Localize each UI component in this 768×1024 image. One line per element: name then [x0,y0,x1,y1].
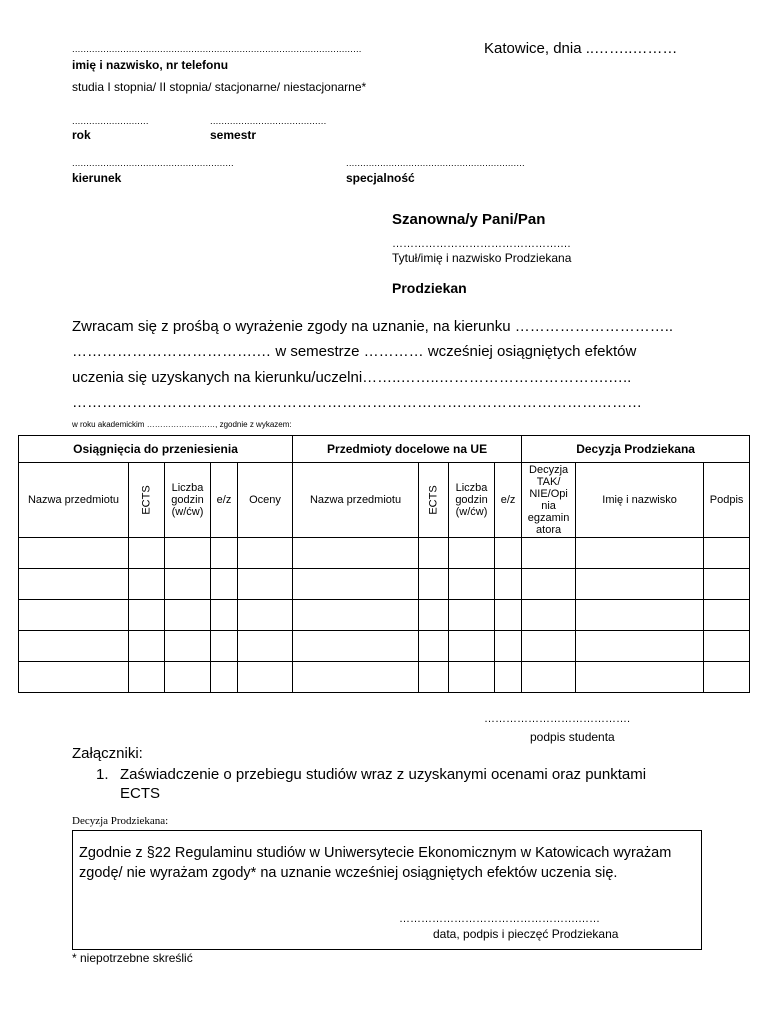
group-header-achievements: Osiągnięcia do przeniesienia [19,436,293,463]
decision-label: Decyzja Prodziekana: [72,815,169,827]
decision-box [72,830,702,950]
table-row [19,600,750,631]
spec-label: specjalność [346,171,415,185]
body-line-3: uczenia się uzyskanych na kierunku/uczelni……..……..…………………………….….. [72,369,632,386]
col-hours: Liczba godzin (w/ćw) [165,463,211,538]
attachment-line-1: Zaświadczenie o przebiegu studiów wraz z uzyskanymi ocenami oraz punktami [120,766,647,783]
table-row [19,631,750,662]
year-dots: ........................... [72,116,149,127]
attachment-number: 1. [96,766,109,783]
decision-signature-label: data, podpis i pieczęć Prodziekana [433,927,619,941]
city-date: Katowice, dnia ..……..……… [484,40,678,57]
semester-label: semestr [210,128,257,142]
role-heading: Prodziekan [392,280,467,296]
col-examiner-name: Imię i nazwisko [576,463,704,538]
col-target-ects [419,463,449,538]
year-label: rok [72,128,91,142]
col-grades: Oceny [238,463,293,538]
spec-dots: ............................................................... [346,158,525,169]
table-row [19,662,750,693]
body-line-2: ……………………………….… w semestrze ………… wcześniej osiągniętych efektów [72,343,637,360]
col-ez: e/z [211,463,238,538]
body-line-1: Zwracam się z prośbą o wyrażenie zgody na uznanie, na kierunku ………………………….. [72,318,674,335]
group-header-target-subjects: Przedmioty docelowe na UE [293,436,522,463]
body-line-4: …………………………………………………………………………………………………… [72,394,642,411]
greeting: Szanowna/y Pani/Pan [392,211,546,228]
student-signature-label: podpis studenta [530,730,615,744]
name-label: imię i nazwisko, nr telefonu [72,58,229,72]
group-header-decision: Decyzja Prodziekana [522,436,750,463]
study-type: studia I stopnia/ II stopnia/ stacjonarne/ niestacjonarne* [72,80,367,94]
decision-signature-dots: ………………………………………….…… [399,913,601,925]
field-label: kierunek [72,171,122,185]
col-target-ez: e/z [495,463,522,538]
attachments-title: Załączniki: [72,745,143,762]
col-ects [129,463,165,538]
decision-text: Zgodnie z §22 Regulaminu studiów w Uniwersytecie Ekonomicznym w Katowicach wyrażam zgodę/ nie wyrażam zgody* na uznanie wcześniej osiągniętych efektów uczenia się. [79,845,672,881]
col-decision: Decyzja TAK/ NIE/Opi nia egzamin atora [522,463,576,538]
name-dots: ...................................................................................................... [72,44,362,55]
col-signature: Podpis [704,463,750,538]
table-row [19,569,750,600]
table-row [19,538,750,569]
courses-table [18,435,750,693]
attachment-line-2: ECTS [120,785,161,802]
addressee-title-label: Tytuł/imię i nazwisko Prodziekana [392,251,572,265]
col-subject-name: Nazwa przedmiotu [19,463,129,538]
semester-dots: ......................................... [210,116,327,127]
footnote: * niepotrzebne skreślić [72,951,193,965]
col-target-subject-name: Nazwa przedmiotu [293,463,419,538]
col-target-hours: Liczba godzin (w/ćw) [449,463,495,538]
field-dots: ......................................................... [72,158,234,169]
col-ects-label: ECTS [140,485,153,515]
col-target-ects-label: ECTS [427,485,440,515]
student-signature-dots: …………………………………. [484,713,631,725]
academic-year-line: w roku akademickim ………………..……, zgodnie z wykazem: [72,420,292,429]
addressee-dots: ……………………………………….… [392,238,572,250]
